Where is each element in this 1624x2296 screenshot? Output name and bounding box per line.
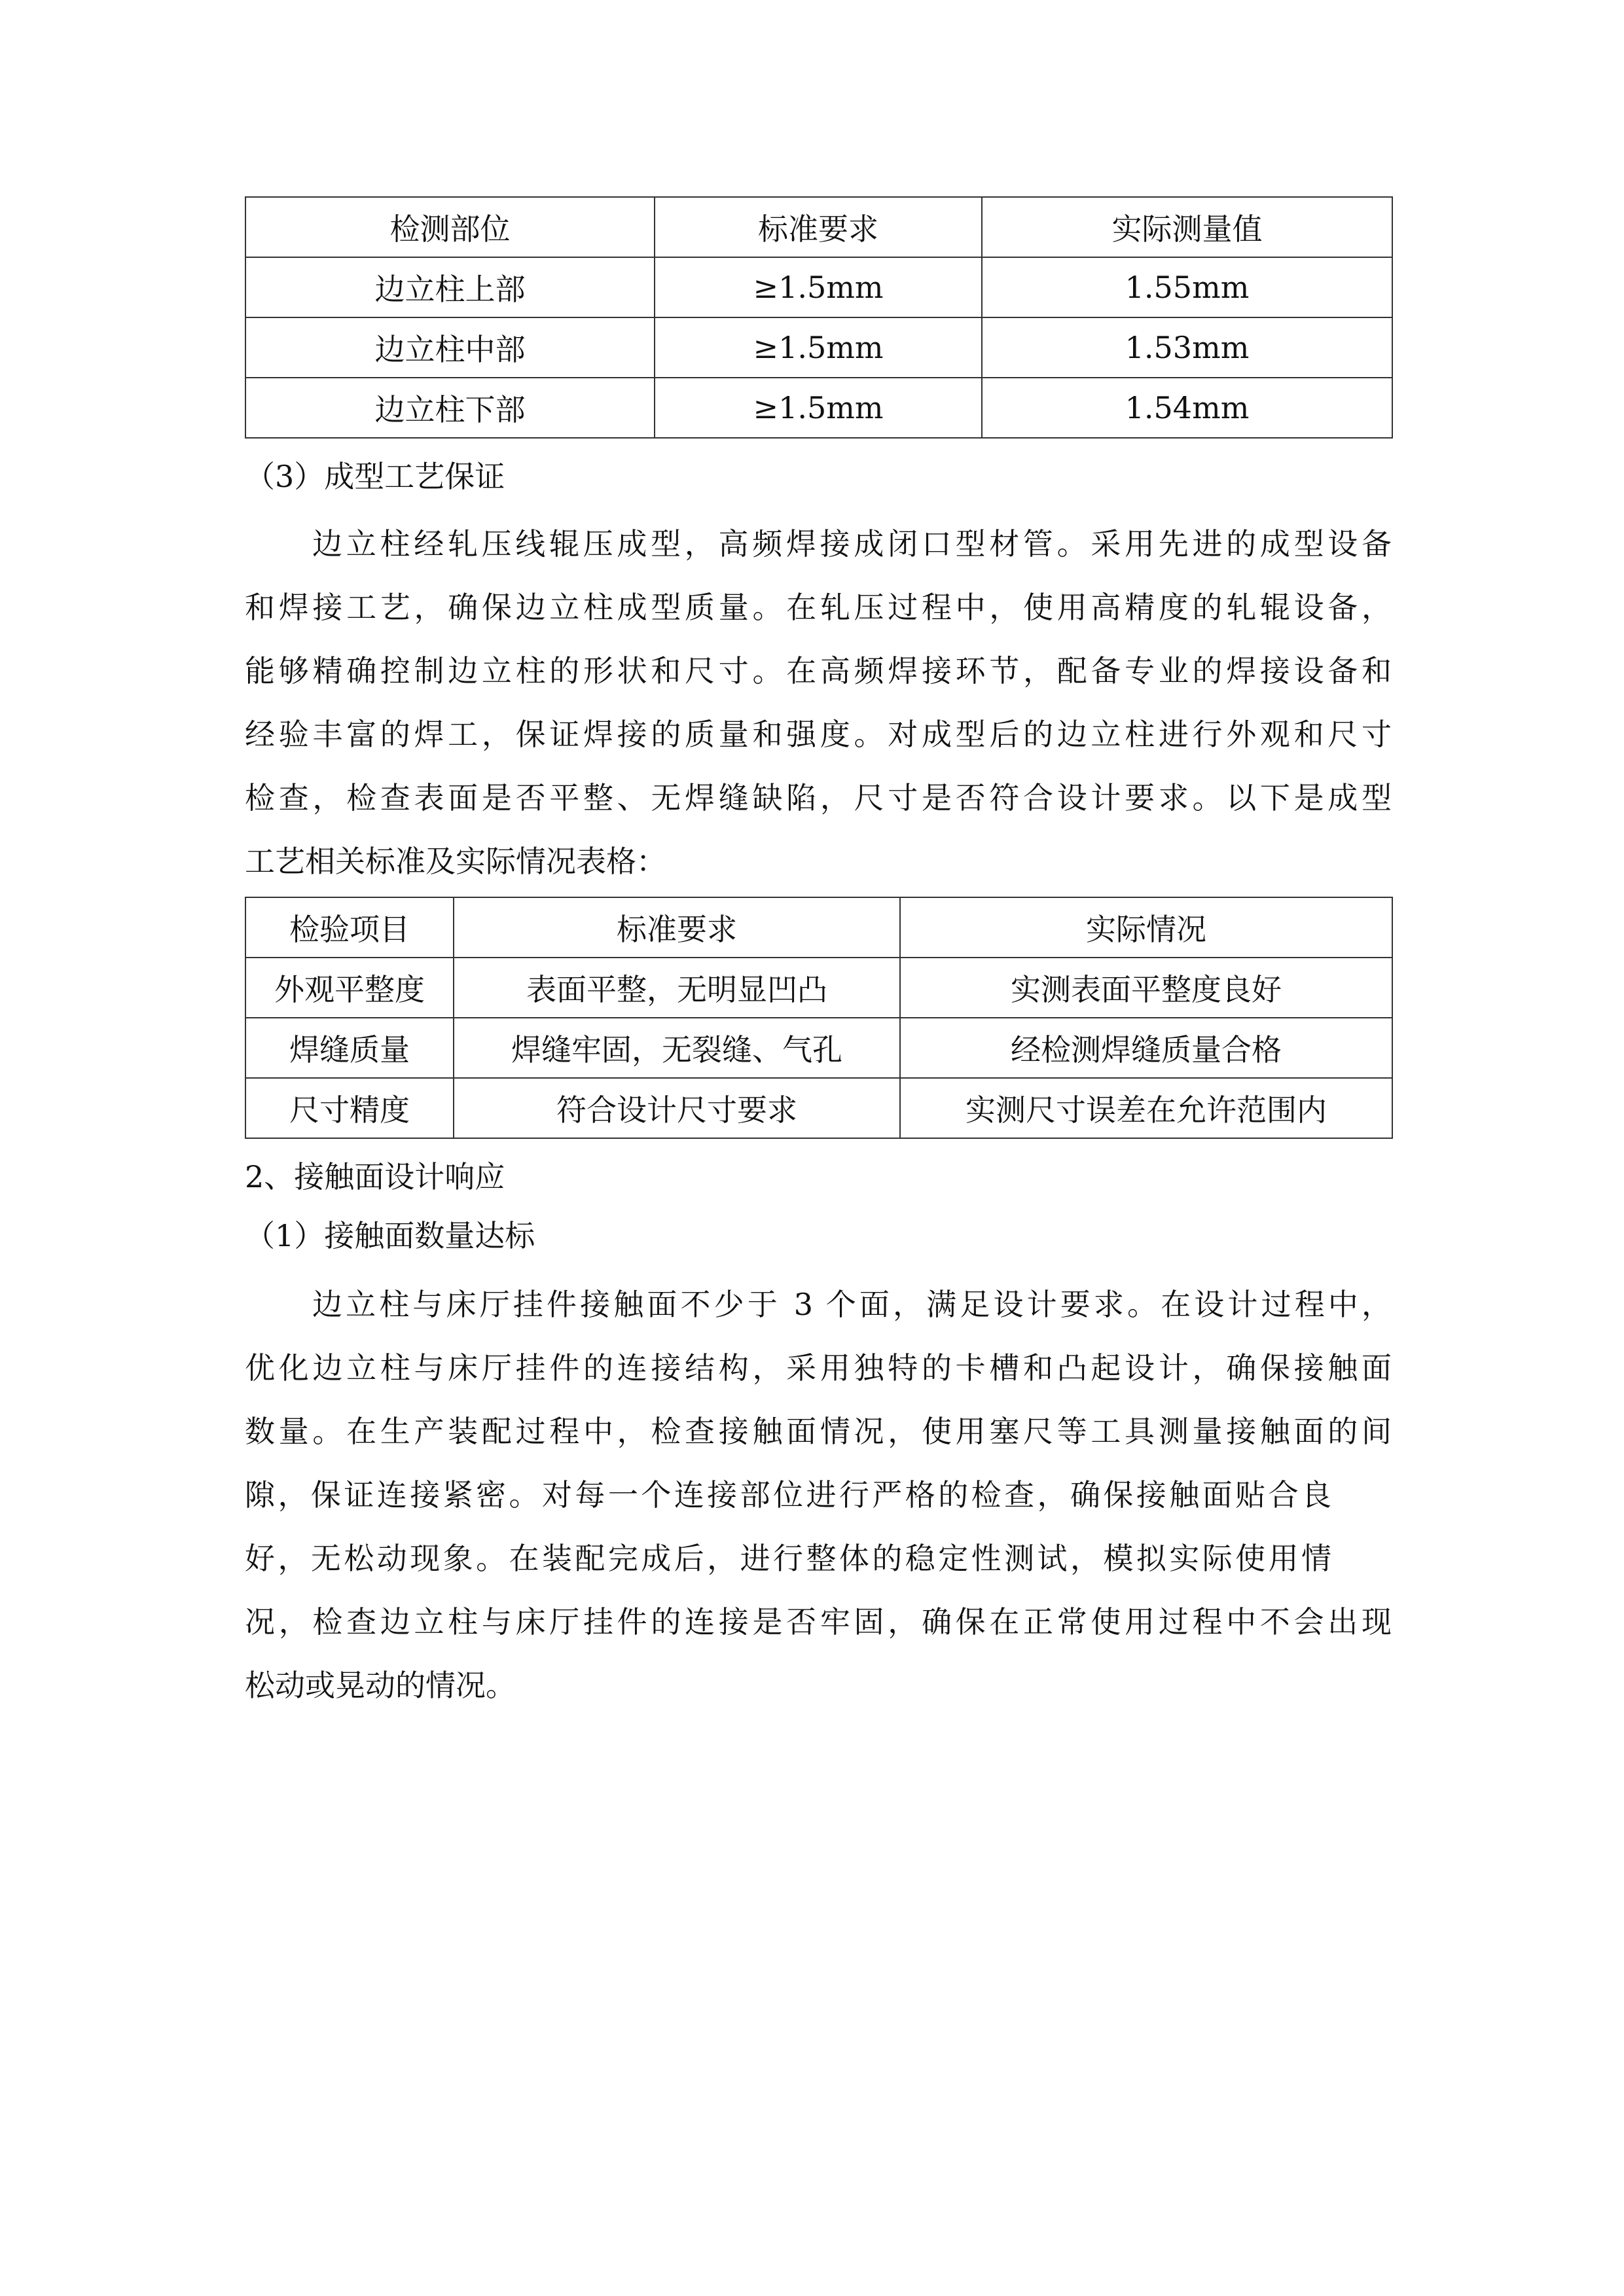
table-row — [245, 257, 1392, 317]
table-cell: 尺寸精度 — [245, 1078, 454, 1138]
section-heading: 2、接触面设计响应 — [245, 1159, 505, 1194]
table-row — [245, 958, 1392, 1018]
table-header-row — [245, 897, 1392, 958]
table-cell: 表面平整，无明显凹凸 — [454, 958, 900, 1018]
table-cell: 焊缝牢固，无裂缝、气孔 — [454, 1018, 900, 1078]
paragraph-line: 边立柱经轧压线辊压成型，高频焊接成闭口型材管。采用先进的成型设备 — [312, 526, 1392, 562]
section-heading: （3）成型工艺保证 — [245, 459, 505, 494]
table-cell: 外观平整度 — [245, 958, 454, 1018]
paragraph-line: 和焊接工艺，确保边立柱成型质量。在轧压过程中，使用高精度的轧辊设备， — [245, 590, 1392, 625]
table-cell: 边立柱上部 — [245, 257, 655, 317]
paragraph-line: 工艺相关标准及实际情况表格： — [245, 844, 666, 879]
table-cell: 1.54mm — [982, 378, 1392, 438]
table-cell: 1.53mm — [982, 317, 1392, 378]
table-cell: ≥1.5mm — [655, 317, 982, 378]
subsection-heading: （1）接触面数量达标 — [245, 1218, 535, 1253]
paragraph-line: 优化边立柱与床厅挂件的连接结构，采用独特的卡槽和凸起设计，确保接触面 — [245, 1350, 1392, 1386]
forming-process-table — [245, 897, 1393, 1139]
table-header-cell: 实际测量值 — [982, 197, 1392, 257]
paragraph-line: 能够精确控制边立柱的形状和尺寸。在高频焊接环节，配备专业的焊接设备和 — [245, 653, 1392, 689]
table-cell: ≥1.5mm — [655, 257, 982, 317]
table-cell: 经检测焊缝质量合格 — [900, 1018, 1392, 1078]
paragraph-line: 隙，保证连接紧密。对每一个连接部位进行严格的检查，确保接触面贴合良 — [245, 1477, 1331, 1513]
table-cell: 符合设计尺寸要求 — [454, 1078, 900, 1138]
table-row — [245, 378, 1392, 438]
table-header-cell: 实际情况 — [900, 897, 1392, 958]
paragraph-line: 经验丰富的焊工，保证焊接的质量和强度。对成型后的边立柱进行外观和尺寸 — [245, 717, 1392, 752]
table-cell: 边立柱中部 — [245, 317, 655, 378]
table-cell: 焊缝质量 — [245, 1018, 454, 1078]
paragraph-line: 数量。在生产装配过程中，检查接触面情况，使用塞尺等工具测量接触面的间 — [245, 1414, 1392, 1449]
thickness-measurement-table — [245, 196, 1393, 439]
table-cell: 边立柱下部 — [245, 378, 655, 438]
table-header-cell: 检测部位 — [245, 197, 655, 257]
table-cell: 1.55mm — [982, 257, 1392, 317]
table-cell: 实测尺寸误差在允许范围内 — [900, 1078, 1392, 1138]
table-header-row — [245, 197, 1392, 257]
paragraph-line: 况，检查边立柱与床厅挂件的连接是否牢固，确保在正常使用过程中不会出现 — [245, 1604, 1392, 1640]
table-cell: 实测表面平整度良好 — [900, 958, 1392, 1018]
table-row — [245, 1018, 1392, 1078]
paragraph-line: 边立柱与床厅挂件接触面不少于 3 个面，满足设计要求。在设计过程中， — [312, 1287, 1392, 1322]
paragraph-line: 松动或晃动的情况。 — [245, 1668, 516, 1703]
table-header-cell: 检验项目 — [245, 897, 454, 958]
table-cell: ≥1.5mm — [655, 378, 982, 438]
table-row — [245, 317, 1392, 378]
table-header-cell: 标准要求 — [454, 897, 900, 958]
paragraph-line: 检查，检查表面是否平整、无焊缝缺陷，尺寸是否符合设计要求。以下是成型 — [245, 780, 1392, 816]
table-header-cell: 标准要求 — [655, 197, 982, 257]
paragraph-line: 好，无松动现象。在装配完成后，进行整体的稳定性测试，模拟实际使用情 — [245, 1541, 1331, 1576]
table-row — [245, 1078, 1392, 1138]
